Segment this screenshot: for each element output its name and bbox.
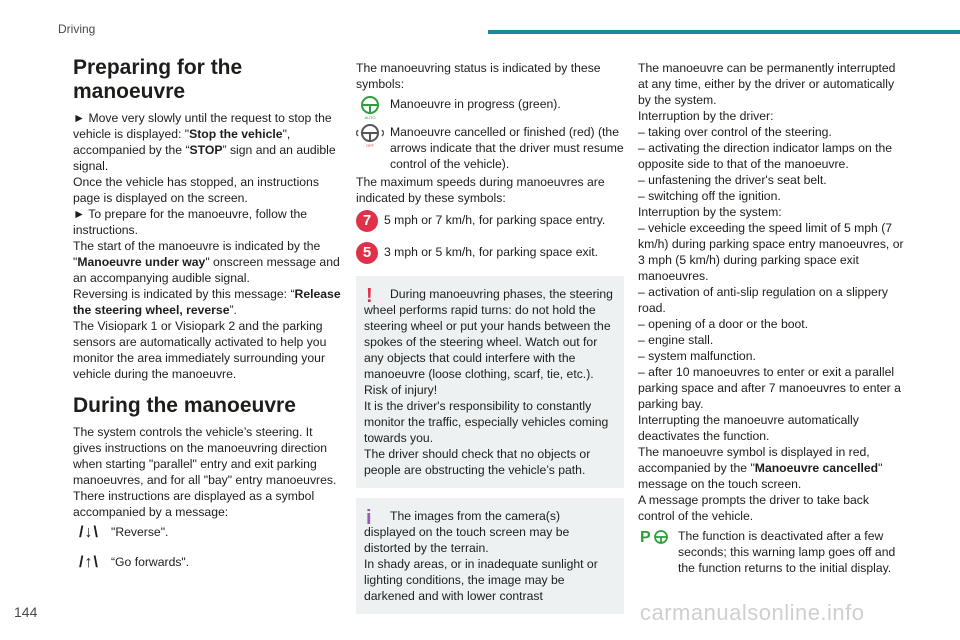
paragraph-reversing: Reversing is indicated by this message: “Release the steering wheel, reverse”. — [73, 287, 341, 317]
speed-7-row — [356, 210, 624, 232]
column-1 — [73, 56, 341, 576]
speed-5-row — [356, 242, 624, 264]
paragraph-deactivates: Interrupting the manoeuvre automatically deactivates the function. — [638, 413, 859, 443]
speed-7-text: 5 mph or 7 km/h, for parking space entry. — [384, 213, 606, 227]
list-item: – taking over control of the steering. — [638, 125, 832, 139]
watermark: carmanualsonline.info — [640, 600, 865, 625]
steering-off-icon — [356, 122, 384, 148]
info-text-2: In shady areas, or in inadequate sunlight or lighting conditions, the image may be darkened and with lower contrast — [364, 557, 598, 603]
svg-text:AUTO: AUTO — [364, 115, 376, 120]
list-item: – after 10 manoeuvres to enter or exit a parallel parking space and after 7 manoeuvres to enter a parking bay. — [638, 365, 901, 411]
reverse-row — [73, 522, 341, 544]
paragraph-start: The start of the manoeuvre is indicated by the "Manoeuvre under way" onscreen message and an accompanying audible signal. — [73, 239, 340, 285]
paragraph-move-slowly: ► Move very slowly until the request to stop the vehicle is displayed: "Stop the vehicle", accompanied by the “STOP” sign and an audible signal. — [73, 111, 336, 173]
status-red-row — [356, 122, 624, 172]
list-item: – activating the direction indicator lamps on the opposite side to that of the manoeuvre. — [638, 141, 893, 171]
park-assist-lamp-icon — [638, 526, 672, 548]
svg-text:P: P — [640, 529, 651, 546]
paragraph-red-symbol: The manoeuvre symbol is displayed in red, accompanied by the "Manoeuvre cancelled" message on the touch screen. — [638, 445, 883, 491]
paragraph-stopped: Once the vehicle has stopped, an instructions page is displayed on the screen. — [73, 175, 319, 205]
interrupt-system-heading: Interruption by the system: — [638, 205, 782, 219]
interrupt-intro: The manoeuvre can be permanently interrupted at any time, either by the driver or automatically by the system. — [638, 61, 896, 107]
speed-7-icon: 7 — [356, 210, 378, 232]
lamp-row — [638, 526, 906, 576]
speed-5-icon: 5 — [356, 242, 378, 264]
reverse-label: "Reverse". — [111, 525, 169, 539]
list-item: – activation of anti-slip regulation on a slippery road. — [638, 285, 888, 315]
paragraph-speeds-intro: The maximum speeds during manoeuvres are indicated by these symbols: — [356, 175, 605, 205]
section-title: Driving — [58, 22, 96, 36]
warning-note — [356, 276, 624, 488]
reverse-arrow-icon: /↓\ — [79, 524, 99, 541]
heading-preparing: Preparing for the manoeuvre — [73, 56, 243, 103]
paragraph-system-controls: The system controls the vehicle’s steering. It gives instructions on the manoeuvring direction when starting "parallel" entry and exit parking manoeuvres, and for all "bay" entry manoeuvres. — [73, 425, 337, 487]
svg-text:OFF: OFF — [366, 143, 374, 148]
status-green-text: Manoeuvre in progress (green). — [390, 97, 561, 111]
lamp-text: The function is deactivated after a few seconds; this warning lamp goes off and the function returns to the initial display. — [678, 529, 896, 575]
list-item: – vehicle exceeding the speed limit of 5 mph (7 km/h) during parking space entry manoeuvres, or 3 mph (5 km/h) during parking space exit manoeuvres. — [638, 221, 904, 283]
forward-label: “Go forwards". — [111, 555, 190, 569]
info-note — [356, 498, 624, 614]
info-icon: i — [366, 507, 372, 529]
status-red-text: Manoeuvre cancelled or finished (red) (the arrows indicate that the driver must resume control of the vehicle). — [390, 125, 624, 171]
header-accent-bar — [488, 30, 960, 34]
list-item: – engine stall. — [638, 333, 714, 347]
forward-row — [73, 552, 341, 574]
list-item: – switching off the ignition. — [638, 189, 781, 203]
warning-text-3: The driver should check that no objects or people are obstructing the vehicle’s path. — [364, 447, 591, 477]
list-item: – opening of a door or the boot. — [638, 317, 809, 331]
list-item: – unfastening the driver's seat belt. — [638, 173, 827, 187]
warning-text-2: It is the driver's responsibility to constantly monitor the traffic, especially vehicles coming towards you. — [364, 399, 609, 445]
paragraph-status-intro: The manoeuvring status is indicated by these symbols: — [356, 61, 601, 91]
forward-arrow-icon: /↑\ — [79, 554, 99, 571]
heading-during: During the manoeuvre — [73, 394, 296, 417]
page-number: 144 — [14, 604, 38, 620]
paragraph-instructions: There instructions are displayed as a symbol accompanied by a message: — [73, 489, 315, 519]
list-item: – system malfunction. — [638, 349, 756, 363]
column-2 — [356, 60, 624, 614]
status-green-row — [356, 94, 624, 120]
paragraph-visiopark: The Visiopark 1 or Visiopark 2 and the parking sensors are automatically activated to help you monitor the area immediately surrounding your vehicle during the manoeuvre. — [73, 319, 327, 381]
paragraph-take-back: A message prompts the driver to take back control of the vehicle. — [638, 493, 869, 523]
info-text-1: The images from the camera(s) displayed on the touch screen may be distorted by the terrain. — [364, 509, 570, 555]
steering-auto-icon — [356, 94, 384, 120]
speed-5-text: 3 mph or 5 km/h, for parking space exit. — [384, 245, 599, 259]
column-3 — [638, 60, 906, 578]
warning-text-1: During manoeuvring phases, the steering wheel performs rapid turns: do not hold the steering wheel or put your hands between the spokes of the steering wheel. Watch out for any objects that could interfere with the manoeuvre (loose clothing, scarf, tie, etc.). Risk of injury! — [364, 287, 613, 397]
interrupt-driver-heading: Interruption by the driver: — [638, 109, 774, 123]
paragraph-prepare: ► To prepare for the manoeuvre, follow the instructions. — [73, 207, 308, 237]
warning-icon: ! — [366, 285, 373, 307]
